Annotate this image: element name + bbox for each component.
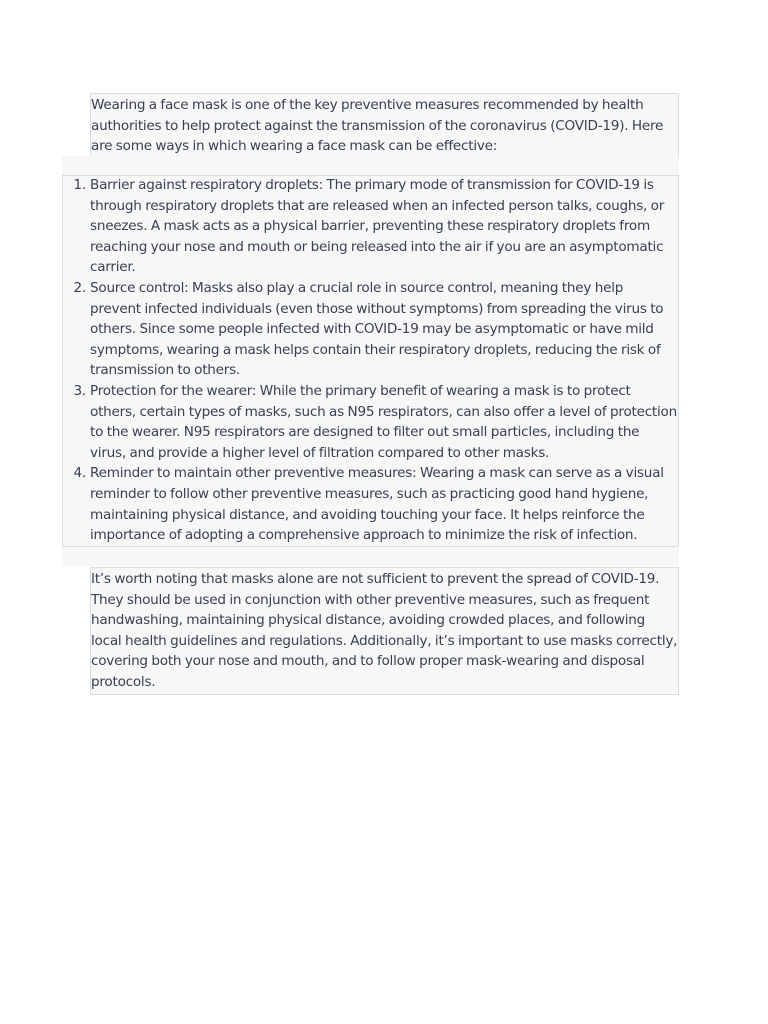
- list-item-number: 1.: [73, 177, 86, 193]
- list-item: [62, 175, 679, 278]
- spacer-band-top: [62, 156, 679, 175]
- benefits-list: [62, 175, 679, 546]
- list-item: [62, 381, 679, 463]
- list-item: [62, 463, 679, 545]
- list-item-number: 2.: [73, 279, 86, 296]
- intro-paragraph: Wearing a face mask is one of the key preventive measures recommended by health authorities to help protect against the transmission of the coronavirus (COVID-19). Here are some ways in which wearing a face mask can be effective:: [90, 93, 679, 158]
- list-item-text: Source control: Masks also play a crucial role in source control, meaning they help prevent infected individuals (even those without symptoms) from spreading the virus to others. Since some people infected with COVID-19 may be asymptomatic or have mild symptoms, wearing a mask helps contain their respiratory droplets, reducing the risk of transmission to others.: [90, 279, 664, 379]
- spacer-band-bottom: [62, 547, 679, 566]
- list-item-number: 3.: [73, 382, 86, 399]
- list-item-number: 4.: [73, 465, 86, 482]
- list-item: [62, 278, 679, 381]
- closing-paragraph: It’s worth noting that masks alone are not sufficient to prevent the spread of COVID-19. They should be used in conjunction with other preventive measures, such as frequent handwashing, maintaining physical distance, avoiding crowded places, and following local health guidelines and regulations. Additionally, it’s important to use masks correctly, covering both your nose and mouth, and to follow proper mask-wearing and disposal protocols.: [90, 567, 679, 695]
- list-item-text: Protection for the wearer: While the primary benefit of wearing a mask is to protect others, certain types of masks, such as N95 respirators, can also offer a level of protection to the wearer. N95 respirators are designed to filter out small particles, including the virus, and provide a higher level of filtration compared to other masks.: [90, 382, 677, 461]
- list-item-text: Reminder to maintain other preventive measures: Wearing a mask can serve as a visual reminder to follow other preventive measures, such as practicing good hand hygiene, maintaining physical distance, and avoiding touching your face. It helps reinforce the importance of adopting a comprehensive approach to minimize the risk of infection.: [90, 465, 664, 544]
- list-item-text: Barrier against respiratory droplets: The primary mode of transmission for COVID-19 is through respiratory droplets that are released when an infected person talks, coughs, or sneezes. A mask acts as a physical barrier, preventing these respiratory droplets from reaching your nose and mouth or being released into the air if you are an asymptomatic carrier.: [90, 177, 665, 276]
